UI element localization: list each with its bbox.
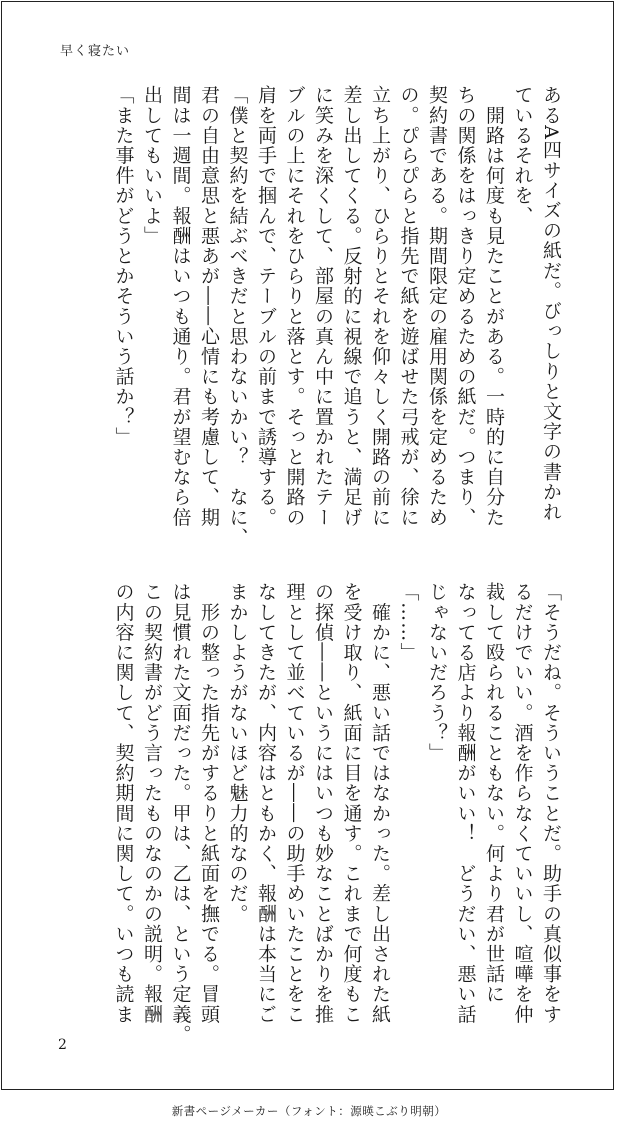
page-frame	[1, 1, 614, 1090]
body-text-lower-block: 「そうだね。そういうことだ。助手の真似事をす るだけでいい。酒を作らなくていいし、喧嘩を仲 裁して殴られることもない。何より君が世話に なってる店より報酬がいい！ どうだい、悪い話 じゃないだろう？」 「……」 確かに、悪い話ではなかった。差し出された紙 を受け取り、紙面に目を通す。これまで何度もこ の探偵――というにはいつも妙なことばかりを推 理として並べているが――の助手めいたことをこ なしてきたが、内容はともかく、報酬は本当にご まかしようがないほど魅力的なのだ。 形の整った指先がするりと紙面を撫でる。冒頭 は見慣れた文面だった。甲は、乙は、という定義。 この契約書がどう言ったものなのかの説明。報酬 の内容に関して、契約期間に関して。いつも読ま	[112, 582, 562, 1045]
footer-credit: 新書ページメーカー（フォント：源暎こぶり明朝）	[171, 1104, 447, 1118]
page-number: 2	[58, 1037, 67, 1053]
body-text-upper-block: あるA四サイズの紙だ。びっしりと文字の書かれ ているそれを、 開路は何度も見たことがある。一時的に自分た ちの関係をはっきり定めるための紙だ。つまり、 契約書である。期間限定の雇用関係を定めるため の。ぴらぴらと指先で紙を遊ばせた弓戒が、徐に 立ち上がり、ひらりとそれを仰々しく開路の前に 差し出してくる。反射的に視線で追うと、満足げ に笑みを深くして、部屋の真ん中に置かれたテー ブルの上にそれをひらりと落とす。そっと開路の 肩を両手で掴んで、テーブルの前まで誘導する。 「僕と契約を結ぶべきだと思わないかい？ なに、 君の自由意思と悪あが――心情にも考慮して、期 間は一週間。報酬はいつも通り。君が望むなら倍 出してもいいよ」 「また事件がどうとかそういう話か？」	[112, 85, 562, 548]
running-header-title: 早く寝たい	[60, 44, 131, 59]
